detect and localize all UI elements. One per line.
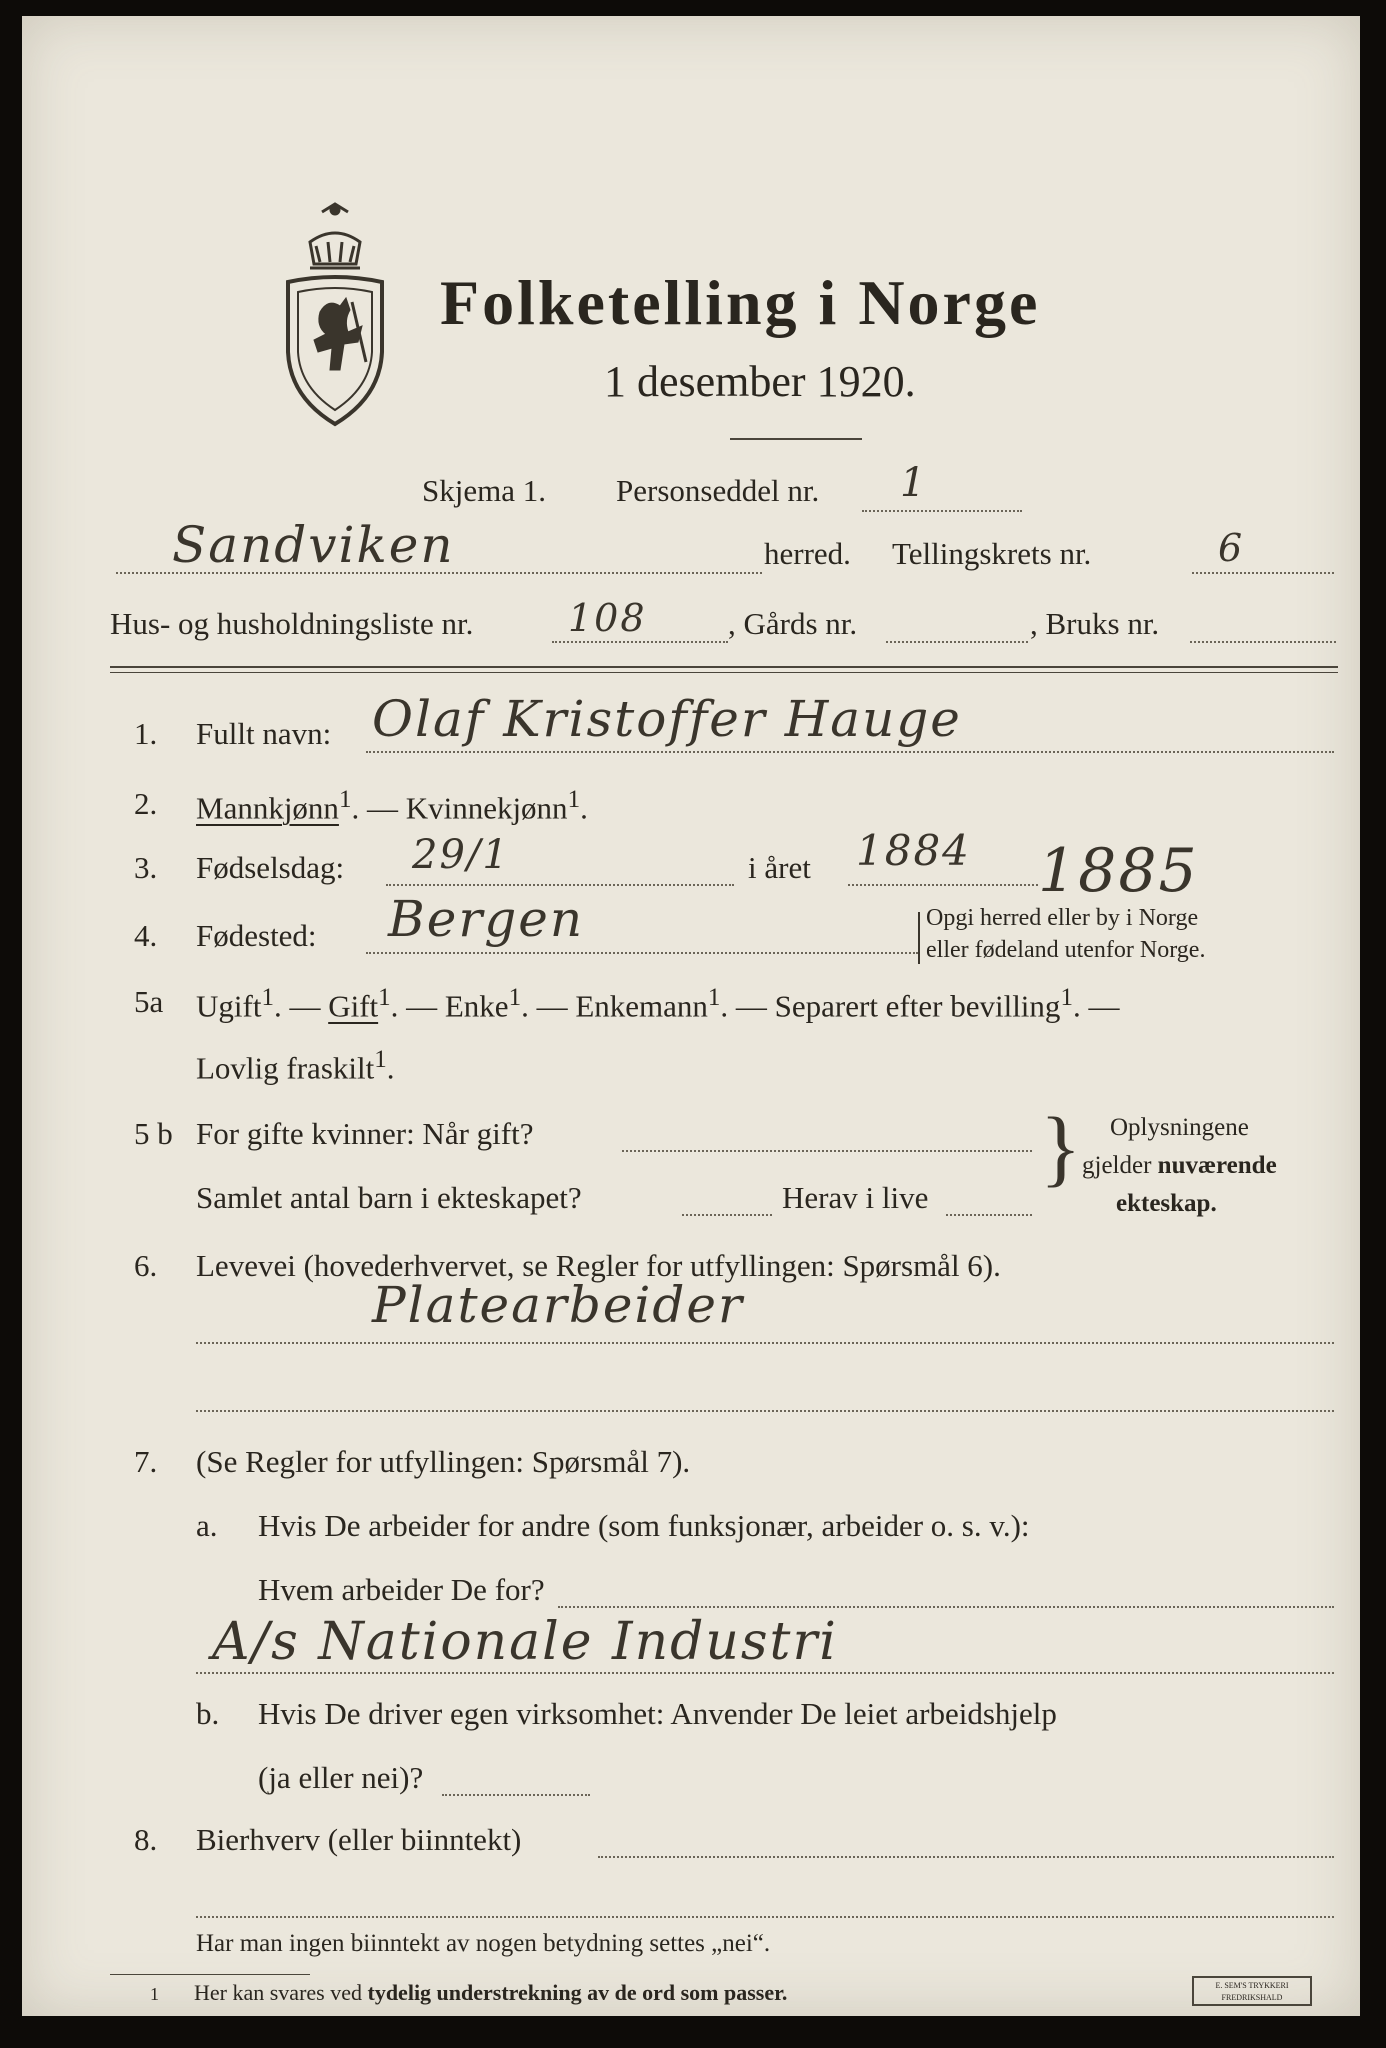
footnote-rule [110, 1974, 310, 1975]
q3-year-value[interactable]: 1884 [856, 826, 971, 875]
q6-field-line1 [196, 1342, 1334, 1344]
form-title: Folketelling i Norge [440, 267, 1041, 338]
q5b-note-line3: ekteskap. [1116, 1190, 1217, 1217]
q4-note [926, 902, 1205, 966]
q4-label: Fødested: [196, 918, 317, 953]
printer-stamp: E. SEM'S TRYKKERI FREDRIKSHALD [1192, 1976, 1312, 2006]
q5b-when-married-label: For gifte kvinner: Når gift? [196, 1116, 534, 1151]
q5a-separert-option[interactable]: Separert efter bevilling [774, 988, 1061, 1024]
gards-label: , Gårds nr. [728, 606, 858, 641]
q7b-question: (ja eller nei)? [258, 1760, 424, 1795]
q5a-gift-option[interactable]: Gift [328, 988, 379, 1024]
q5a-lovlig-fraskilt-option[interactable]: Lovlig fraskilt [196, 1050, 375, 1086]
q7b-text: Hvis De driver egen virksomhet: Anvender De leiet arbeidshjelp [258, 1696, 1057, 1731]
q4-note-bar [918, 912, 920, 964]
q5a-enke-option[interactable]: Enke [444, 988, 509, 1024]
q7b-field-line [442, 1794, 590, 1796]
q5b-note-line2: gjelder nuværende [1082, 1152, 1277, 1179]
personseddel-value[interactable]: 1 [900, 460, 928, 506]
q1-number: 1. [134, 716, 158, 751]
q4-field-line [366, 952, 918, 954]
q5b-note-line1: Oplysningene [1110, 1114, 1249, 1141]
herred-value[interactable]: Sandviken [172, 516, 455, 574]
q7a-question: Hvem arbeider De for? [258, 1572, 545, 1607]
hus-label: Hus- og husholdningsliste nr. [110, 606, 474, 641]
q8-label: Bierhverv (eller biinntekt) [196, 1822, 522, 1857]
q5b-alive-label: Herav i live [782, 1180, 929, 1215]
skjema-label: Skjema 1. [422, 473, 546, 508]
q5b-children-label: Samlet antal barn i ekteskapet? [196, 1180, 582, 1215]
bruks-label: , Bruks nr. [1030, 606, 1160, 641]
q7a-text: Hvis De arbeider for andre (som funksjonær, arbeider o. s. v.): [258, 1508, 1030, 1543]
q8-field-line2 [196, 1916, 1334, 1918]
hus-value[interactable]: 108 [568, 596, 647, 640]
q2-options: Mannkjønn$^1$. — Kvinnekjønn$^1$. [196, 786, 588, 826]
q4-note-line2: eller fødeland utenfor Norge. [926, 937, 1206, 963]
q3-day-field-line [386, 884, 734, 886]
bruks-field-line [1190, 641, 1336, 643]
census-form-sheet [22, 16, 1360, 2016]
tellingskrets-value[interactable]: 6 [1218, 526, 1245, 570]
q4-number: 4. [134, 918, 158, 953]
q3-label: Fødselsdag: [196, 850, 345, 885]
q5b-alive-field-line [946, 1214, 1032, 1216]
q5b-number: 5 b [134, 1116, 173, 1151]
q8-field-line1 [598, 1856, 1334, 1858]
hus-field-line [552, 641, 728, 643]
footnote-marker: 1 [150, 1984, 159, 2004]
q3-year-field-line [848, 884, 1038, 886]
q7a-field-line1 [558, 1606, 1334, 1608]
q7a-letter: a. [196, 1508, 218, 1543]
q5a-options: Ugift$^1$. — Gift$^1$. — Enke$^1$. — Enkemann$^1$. — Separert efter bevilling$^1$. — [196, 984, 1120, 1024]
q5b-when-married-field-line [622, 1150, 1032, 1152]
q7b-letter: b. [196, 1696, 220, 1731]
tellingskrets-field-line [1192, 572, 1334, 574]
q3-annotation-value: 1885 [1038, 836, 1199, 906]
q5b-brace: } [1040, 1099, 1082, 1195]
herred-label: herred. [764, 536, 851, 571]
q1-label: Fullt navn: [196, 716, 332, 751]
header-divider-top [110, 666, 1338, 668]
q6-label: Levevei (hovederhvervet, se Regler for utfyllingen: Spørsmål 6). [196, 1248, 1001, 1283]
q3-birthday-value[interactable]: 29/1 [412, 832, 510, 878]
q6-occupation-value[interactable]: Platearbeider [372, 1276, 744, 1334]
q6-number: 6. [134, 1248, 158, 1283]
q1-full-name-value[interactable]: Olaf Kristoffer Hauge [372, 690, 962, 748]
q4-note-line1: Opgi herred eller by i Norge [926, 905, 1199, 931]
q2-number: 2. [134, 786, 158, 821]
q3-year-label: i året [748, 850, 811, 885]
footer-note: Har man ingen biinntekt av nogen betydning settes „nei“. [196, 1930, 771, 1957]
coat-of-arms-icon [270, 202, 400, 432]
q7a-employer-value[interactable]: A/s Nationale Industri [212, 1612, 838, 1672]
gards-field-line [886, 641, 1028, 643]
q7a-field-line2 [196, 1672, 1334, 1674]
q7-number: 7. [134, 1444, 158, 1479]
footnote-text: Her kan svares ved tydelig understrekning av de ord som passer. [194, 1980, 788, 2005]
q2-mannkjonn-option[interactable]: Mannkjønn [196, 790, 339, 826]
q5a-enkemann-option[interactable]: Enkemann [575, 988, 708, 1024]
personseddel-field-line [862, 510, 1022, 512]
q2-kvinnekjonn-option[interactable]: Kvinnekjønn [405, 790, 568, 826]
title-divider [730, 438, 862, 440]
q3-number: 3. [134, 850, 158, 885]
q5a-number: 5a [134, 984, 164, 1019]
q8-number: 8. [134, 1822, 158, 1857]
q7-label: (Se Regler for utfyllingen: Spørsmål 7). [196, 1444, 691, 1479]
q4-birthplace-value[interactable]: Bergen [388, 890, 585, 948]
q5b-children-field-line [682, 1214, 772, 1216]
q5a-ugift-option[interactable]: Ugift [196, 988, 262, 1024]
q5a-options-line2: Lovlig fraskilt$^1$. [196, 1046, 395, 1086]
q6-field-line2 [196, 1410, 1334, 1412]
personseddel-label: Personseddel nr. [616, 473, 820, 508]
form-date: 1 desember 1920. [604, 357, 916, 406]
header-divider-bottom [110, 672, 1338, 673]
q1-field-line [366, 751, 1334, 753]
tellingskrets-label: Tellingskrets nr. [892, 536, 1092, 571]
